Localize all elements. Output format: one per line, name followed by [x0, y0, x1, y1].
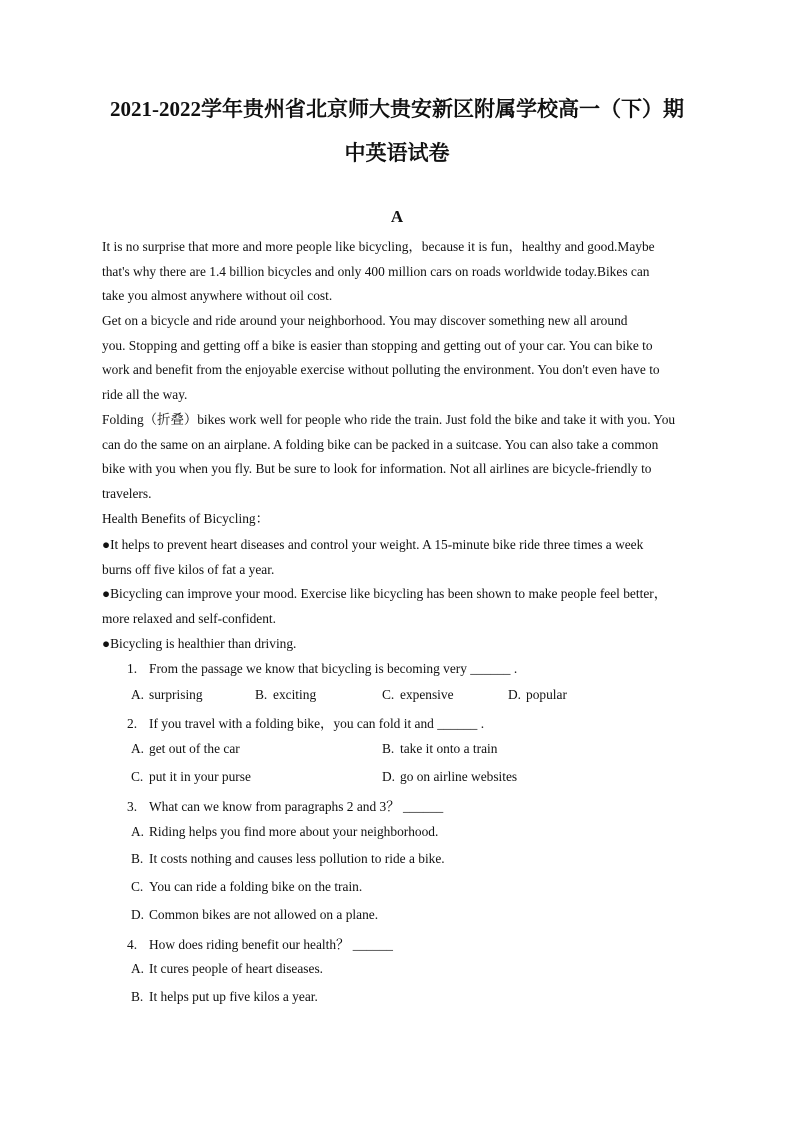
option-letter: B. — [382, 741, 395, 756]
option-text: Common bikes are not allowed on a plane. — [149, 907, 379, 922]
text-line: travelers. — [102, 486, 152, 502]
question-number: 1. — [127, 661, 138, 676]
option-letter: A. — [131, 687, 145, 702]
text-line: more relaxed and self-confident. — [102, 610, 276, 626]
text-line: you. Stopping and getting off a bike is easier than stopping and getting out of your car. You can bike to — [102, 337, 653, 353]
option-letter: A. — [131, 741, 145, 756]
q4-option-a[interactable] — [131, 961, 323, 977]
question-number: 4. — [127, 937, 138, 952]
option-letter: D. — [382, 769, 396, 784]
document-title-line-2: 中英语试卷 — [344, 141, 450, 165]
text-line: It is no surprise that more and more people like bicycling，because it is fun，healthy and good.Maybe — [102, 239, 655, 254]
q3-option-b[interactable] — [131, 851, 445, 867]
option-letter: A. — [131, 961, 145, 976]
option-text: get out of the car — [149, 741, 240, 756]
q2-option-c[interactable] — [131, 769, 251, 785]
passage-paragraph-3 — [102, 408, 702, 507]
q2-option-b[interactable] — [382, 741, 497, 757]
q3-option-a[interactable] — [131, 824, 438, 840]
option-letter: B. — [131, 989, 144, 1004]
text-line: Health Benefits of Bicycling： — [102, 511, 269, 526]
text-line: ●It helps to prevent heart diseases and control your weight. A 15-minute bike ride three times a week — [102, 537, 644, 552]
q1-option-c[interactable] — [382, 687, 454, 703]
option-text: take it onto a train — [400, 741, 498, 756]
option-letter: D. — [508, 687, 522, 702]
benefit-bullet-3 — [102, 632, 702, 657]
option-text: Riding helps you find more about your neighborhood. — [149, 824, 439, 839]
q4-option-b[interactable] — [131, 989, 318, 1005]
option-text: exciting — [273, 687, 317, 702]
q1-option-d[interactable] — [508, 687, 567, 703]
question-text: If you travel with a folding bike，you can fold it and ______ . — [149, 716, 485, 731]
question-text: How does riding benefit our health？ ______ — [149, 937, 393, 952]
text-line: burns off five kilos of fat a year. — [102, 561, 275, 577]
question-2 — [127, 713, 484, 732]
section-heading: A — [390, 207, 404, 226]
option-text: popular — [526, 687, 567, 702]
option-text: It cures people of heart diseases. — [149, 961, 324, 976]
question-number: 3. — [127, 799, 138, 814]
option-text: You can ride a folding bike on the train. — [149, 879, 363, 894]
text-line: Get on a bicycle and ride around your neighborhood. You may discover something new all around — [102, 313, 628, 328]
document-title-line-1: 2021-2022学年贵州省北京师大贵安新区附属学校高一（下）期 — [110, 97, 684, 121]
option-letter: C. — [131, 879, 144, 894]
q3-option-d[interactable] — [131, 907, 378, 923]
text-line: ●Bicycling can improve your mood. Exercise like bicycling has been shown to make people feel better， — [102, 586, 668, 601]
text-line: ride all the way. — [102, 387, 188, 403]
q2-option-a[interactable] — [131, 741, 240, 757]
text-line: Folding（折叠）bikes work well for people who ride the train. Just fold the bike and take it with you. You — [102, 412, 676, 427]
question-number: 2. — [127, 716, 138, 731]
benefit-bullet-2 — [102, 582, 702, 631]
option-letter: D. — [131, 907, 145, 922]
text-line: take you almost anywhere without oil cost. — [102, 288, 333, 304]
option-text: go on airline websites — [400, 769, 518, 784]
option-text: expensive — [400, 687, 454, 702]
option-letter: C. — [131, 769, 144, 784]
text-line: bike with you when you fly. But be sure to look for information. Not all airlines are bicycle-friendly to — [102, 461, 652, 477]
passage-paragraph-2 — [102, 309, 702, 408]
question-text: From the passage we know that bicycling is becoming very ______ . — [149, 661, 518, 676]
q1-option-b[interactable] — [255, 687, 316, 703]
option-letter: B. — [255, 687, 268, 702]
text-line: work and benefit from the enjoyable exercise without polluting the environment. You don't even have to — [102, 362, 660, 378]
q1-option-a[interactable] — [131, 687, 203, 703]
question-3 — [127, 796, 443, 815]
option-text: put it in your purse — [149, 769, 251, 784]
text-line: ●Bicycling is healthier than driving. — [102, 636, 297, 651]
text-line: can do the same on an airplane. A folding bike can be packed in a suitcase. You can also take a common — [102, 436, 659, 452]
text-line: that's why there are 1.4 billion bicycles and only 400 million cars on roads worldwide today.Bikes can — [102, 263, 650, 279]
q2-option-d[interactable] — [382, 769, 517, 785]
option-text: It costs nothing and causes less pollution to ride a bike. — [149, 851, 445, 866]
question-text: What can we know from paragraphs 2 and 3？ ______ — [149, 799, 444, 814]
question-4 — [127, 934, 393, 953]
option-letter: A. — [131, 824, 145, 839]
passage-paragraph-1 — [102, 235, 702, 309]
question-1 — [127, 661, 517, 677]
health-benefits-heading — [102, 507, 702, 532]
option-text: surprising — [149, 687, 203, 702]
q3-option-c[interactable] — [131, 879, 362, 895]
benefit-bullet-1 — [102, 533, 702, 582]
option-letter: C. — [382, 687, 395, 702]
option-text: It helps put up five kilos a year. — [149, 989, 318, 1004]
option-letter: B. — [131, 851, 144, 866]
